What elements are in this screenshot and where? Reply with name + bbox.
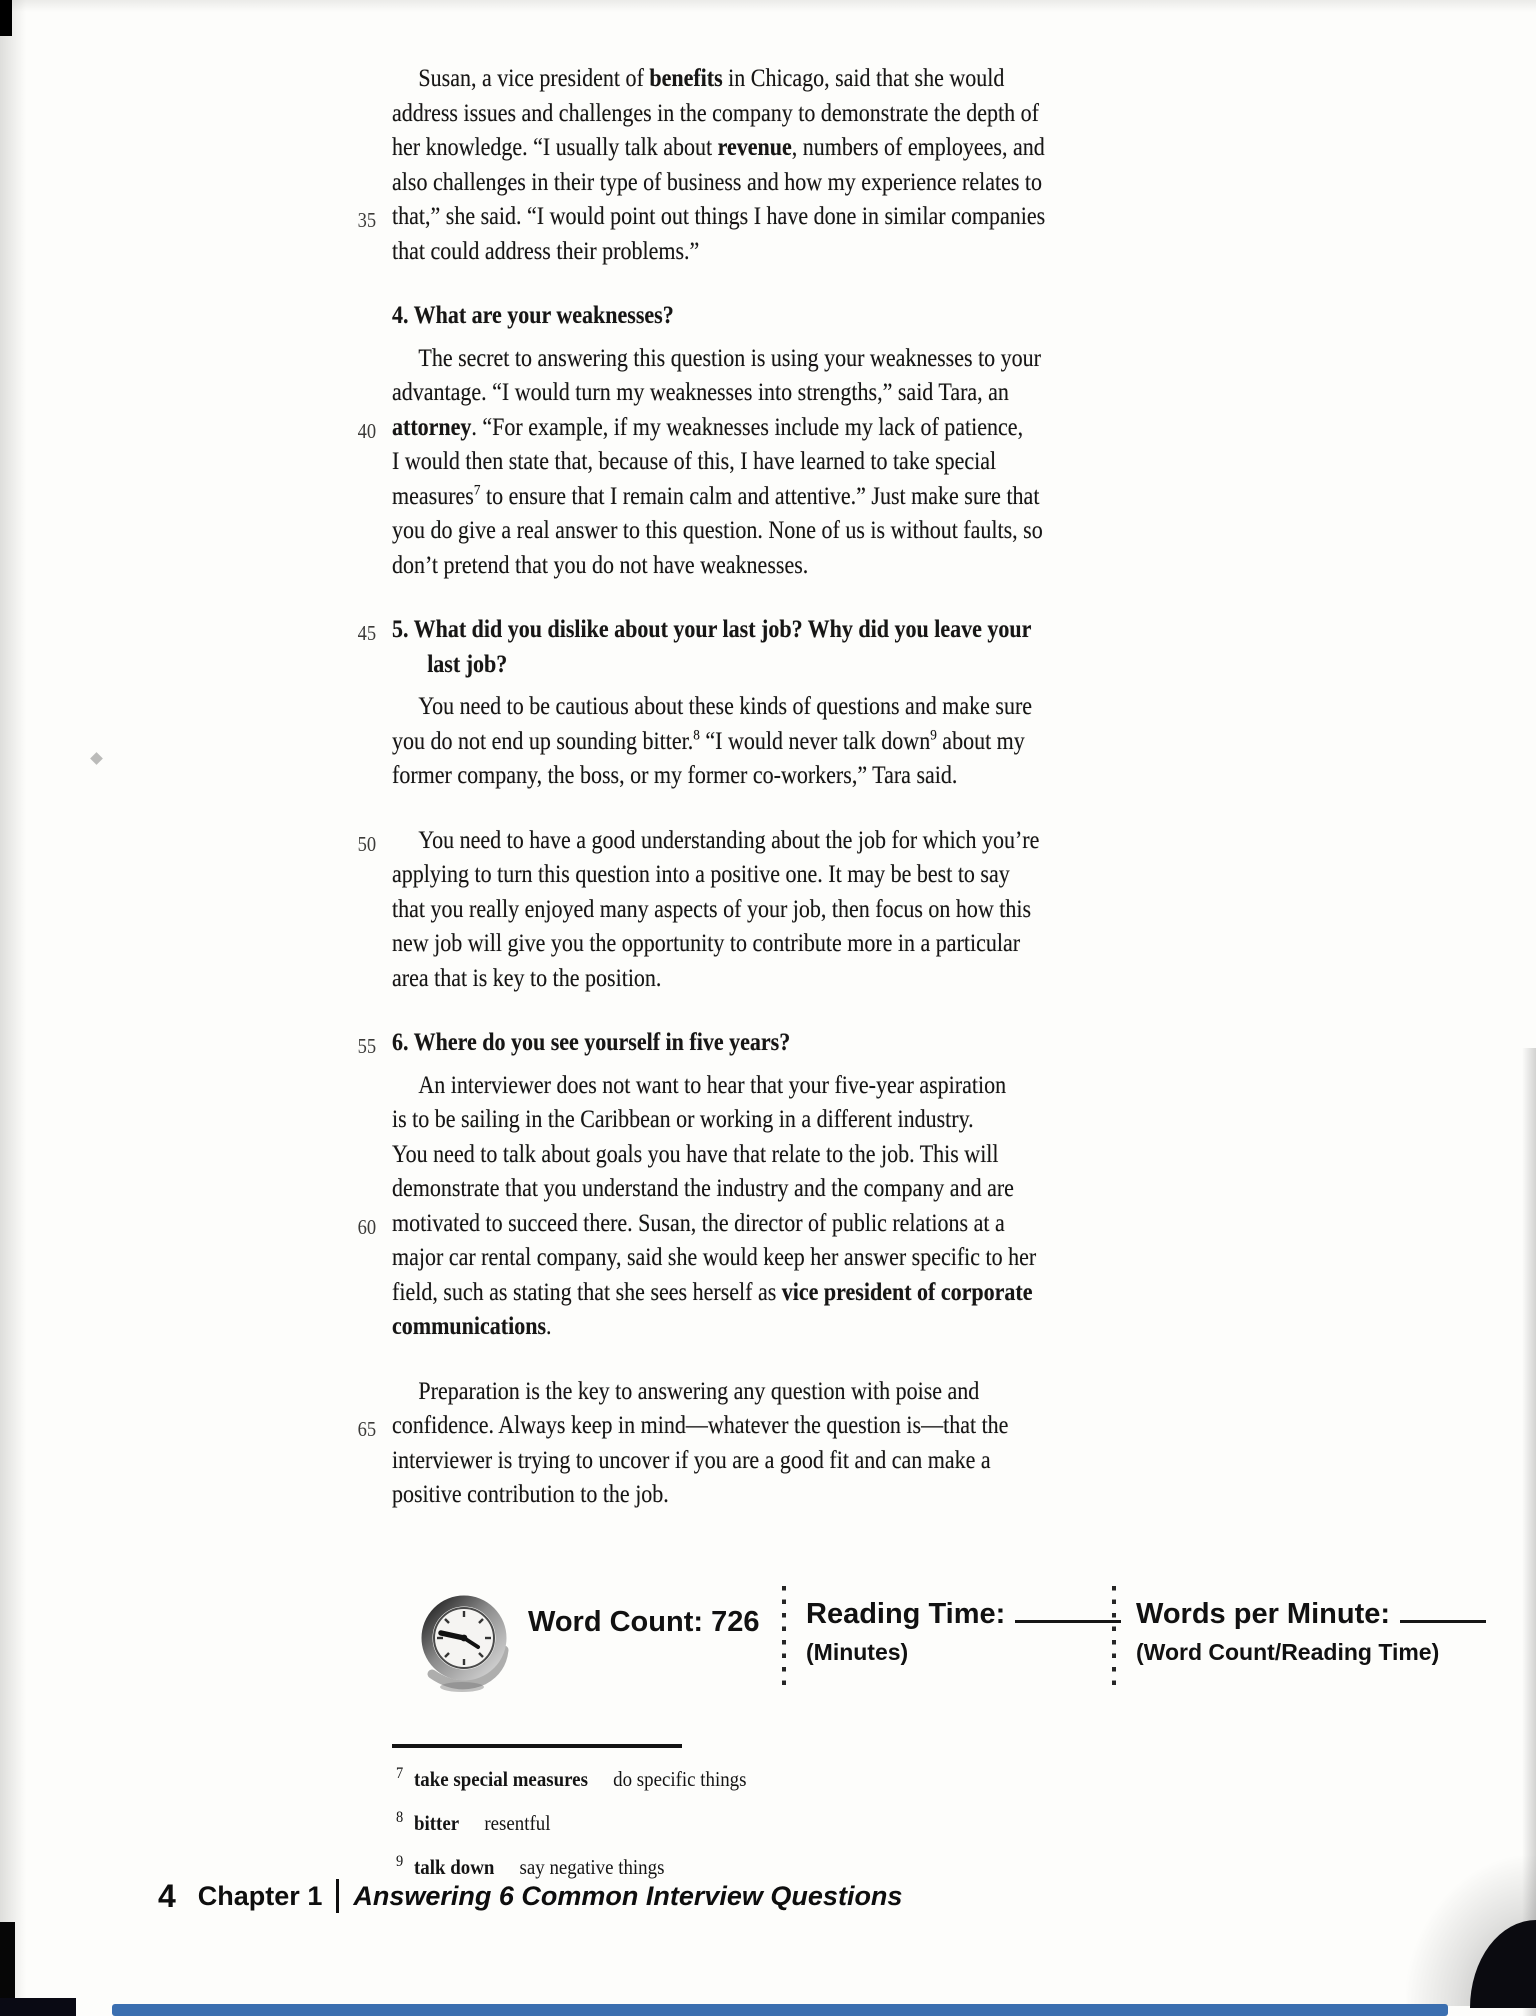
- line-number: 35: [357, 208, 377, 232]
- text-line: major car rental company, said she would keep her answer specific to her: [392, 1244, 1037, 1271]
- text-line: 45 5. What did you dislike about your last job? Why did you leave your: [392, 613, 1045, 648]
- text-line: you do not end up sounding bitter.$^8$ “I would never talk down$^9$ about my: [392, 727, 1025, 755]
- line-number: 45: [357, 621, 377, 645]
- words-per-minute-label: Words per Minute:: [1136, 1598, 1391, 1630]
- line-number: 55: [357, 1034, 377, 1058]
- words-per-minute-sub: (Word Count/Reading Time): [1136, 1639, 1440, 1665]
- paragraph: [357, 1069, 1045, 1345]
- paragraph: [357, 342, 1045, 584]
- text-line: her knowledge. “I usually talk about revenue, numbers of employees, and: [392, 134, 1045, 161]
- text-line: that could address their problems.”: [392, 237, 700, 265]
- text-line: demonstrate that you understand the industry and the company and are: [392, 1175, 1014, 1202]
- scan-artifact-top-left: [0, 0, 12, 36]
- footnotes: [396, 1762, 746, 1894]
- words-per-minute-field: [1136, 1598, 1486, 1666]
- footnote-term: take special measures: [414, 1767, 588, 1791]
- text-line: I would then state that, because of this, I have learned to take special: [392, 448, 997, 475]
- text-line: 60 motivated to succeed there. Susan, the director of public relations at a: [392, 1207, 1045, 1242]
- text-line: You need to talk about goals you have that relate to the job. This will: [392, 1140, 999, 1168]
- text-line: is to be sailing in the Caribbean or working in a different industry.: [392, 1106, 974, 1133]
- text-line: also challenges in their type of business and how my experience relates to: [392, 168, 1043, 196]
- question-heading: [392, 299, 1045, 334]
- dotted-divider: [782, 1586, 786, 1692]
- question-heading: [357, 1026, 1045, 1061]
- reading-time-field: [806, 1598, 1121, 1666]
- footnote-definition: resentful: [484, 1811, 551, 1835]
- text-line: 40 attorney. “For example, if my weaknesses include my lack of patience,: [392, 411, 1045, 446]
- text-line: applying to turn this question into a positive one. It may be best to say: [392, 861, 1010, 888]
- page-footer: [158, 1876, 902, 1916]
- scan-edge-left-shading: [0, 0, 26, 2016]
- text-line: positive contribution to the job.: [392, 1481, 669, 1508]
- footnote: [396, 1850, 746, 1879]
- dotted-divider: [1112, 1586, 1116, 1692]
- footnote-term: talk down: [414, 1855, 495, 1879]
- line-number: 60: [357, 1214, 377, 1239]
- word-count-label: Word Count: 726: [528, 1606, 760, 1638]
- line-number: 65: [357, 1417, 377, 1441]
- footer-divider: [336, 1879, 339, 1913]
- text-line: field, such as stating that she sees herself as vice president of corporate: [392, 1278, 1033, 1306]
- text-line: address issues and challenges in the company to demonstrate the depth of: [392, 99, 1039, 127]
- text-line: area that is key to the position.: [392, 964, 662, 992]
- text-line: former company, the boss, or my former co-workers,” Tara said.: [392, 762, 958, 789]
- footnote-definition: say negative things: [519, 1855, 665, 1879]
- footnote: [396, 1762, 746, 1791]
- text-line: You need to be cautious about these kinds of questions and make sure: [418, 693, 1033, 720]
- reading-passage: [357, 62, 1046, 1543]
- text-line: 65 confidence. Always keep in mind—whatever the question is—that the: [392, 1409, 1045, 1444]
- text-line: Susan, a vice president of benefits in Chicago, said that she would: [418, 65, 1005, 92]
- text-line: 55 6. Where do you see yourself in five years?: [392, 1026, 1045, 1061]
- text-line: advantage. “I would turn my weaknesses into strengths,” said Tara, an: [392, 379, 1009, 406]
- footnote-rule: [392, 1744, 682, 1748]
- line-number: 50: [357, 831, 377, 856]
- text-line: communications.: [392, 1313, 552, 1340]
- text-line: new job will give you the opportunity to contribute more in a particular: [392, 930, 1021, 957]
- text-line: Preparation is the key to answering any question with poise and: [418, 1377, 980, 1405]
- footnote-definition: do specific things: [613, 1767, 747, 1791]
- page-number: 4: [158, 1877, 176, 1914]
- scan-speck: [90, 752, 103, 765]
- footnote-number: 9: [396, 1853, 404, 1870]
- paragraph: [357, 824, 1045, 997]
- reading-time-blank: [1015, 1618, 1121, 1623]
- text-line: last job?: [427, 650, 508, 678]
- reading-time-label: Reading Time:: [806, 1598, 1006, 1630]
- text-line: interviewer is trying to uncover if you are a good fit and can make a: [392, 1446, 991, 1474]
- paragraph: [392, 690, 1045, 794]
- text-line: you do give a real answer to this question. None of us is without faults, so: [392, 517, 1043, 544]
- text-line: 35 that,” she said. “I would point out things I have done in similar companies: [392, 200, 1045, 235]
- question-heading: [357, 613, 1045, 682]
- paragraph: [357, 62, 1046, 269]
- clock-icon: [418, 1588, 514, 1696]
- footnote-term: bitter: [414, 1811, 460, 1835]
- reading-time-sub: (Minutes): [806, 1639, 909, 1665]
- text-line: The secret to answering this question is using your weaknesses to your: [418, 344, 1042, 372]
- line-number: 40: [357, 418, 377, 443]
- footnote-number: 8: [396, 1809, 404, 1826]
- chapter-title: Answering 6 Common Interview Questions: [353, 1880, 903, 1911]
- scan-edge-top-shading: [0, 0, 1536, 12]
- chapter-label: Chapter 1: [197, 1880, 323, 1911]
- text-line: that you really enjoyed many aspects of your job, then focus on how this: [392, 895, 1032, 923]
- text-line: measures$^7$ to ensure that I remain calm and attentive.” Just make sure that: [392, 482, 1040, 510]
- words-per-minute-blank: [1400, 1618, 1486, 1623]
- bottom-blue-bar: [112, 2004, 1448, 2016]
- text-line: don’t pretend that you do not have weaknesses.: [392, 551, 809, 579]
- text-line: 50 You need to have a good understanding about the job for which you’re: [392, 824, 1045, 859]
- footnote-number: 7: [396, 1765, 404, 1782]
- text-line: 4. What are your weaknesses?: [392, 302, 674, 329]
- word-count-strip: [0, 1582, 1536, 1698]
- paragraph: [357, 1375, 1045, 1513]
- footnote: [396, 1806, 746, 1835]
- text-line: An interviewer does not want to hear that your five-year aspiration: [418, 1071, 1007, 1099]
- scan-artifact-bottom-left-notch: [0, 1998, 76, 2016]
